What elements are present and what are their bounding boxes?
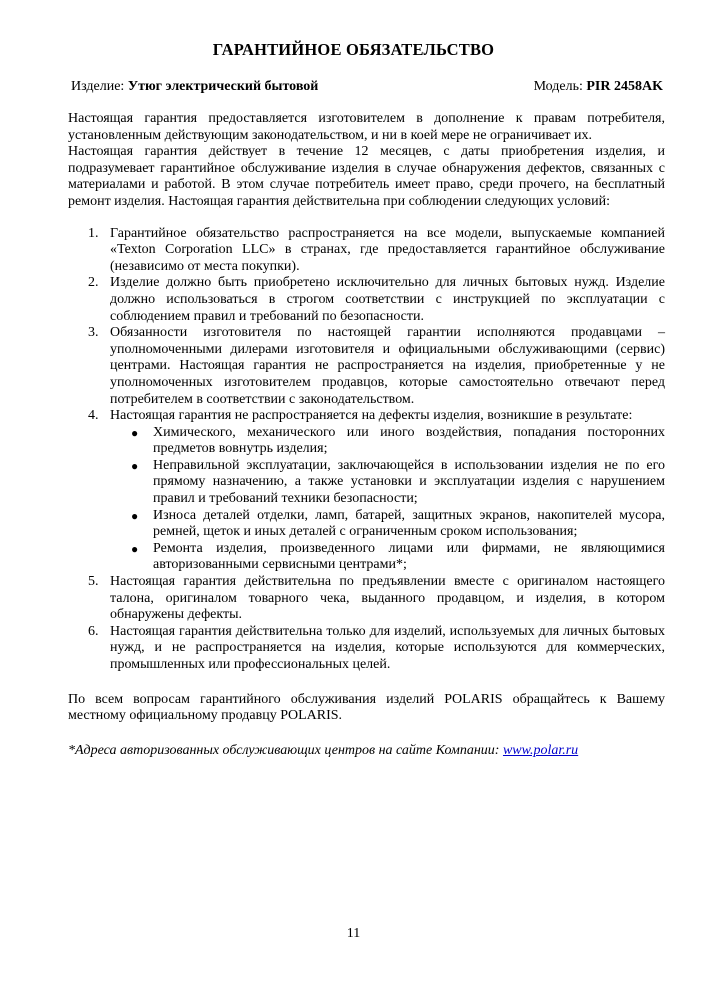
condition-item bbox=[68, 275, 665, 325]
intro-paragraph: Настоящая гарантия предоставляется изготовителем в дополнение к правам потребителя, установленным действующим законодательством, и ни в коей мере не ограничивает их. bbox=[68, 111, 665, 143]
condition-item bbox=[68, 408, 665, 574]
condition-text: Гарантийное обязательство распространяется на все модели, выпускаемые компанией «Texton Corporation LLC» в странах, где предоставляется гарантийное обслуживание (независимо от места покупки). bbox=[110, 225, 665, 274]
exclusion-text: Химического, механического или иного воздействия, попадания посторонних предметов вовнутрь изделия; bbox=[153, 424, 665, 457]
exclusion-text: Ремонта изделия, произведенного лицами или фирмами, не являющимися авторизованными сервисными центрами*; bbox=[153, 540, 665, 573]
condition-number: 2. bbox=[88, 275, 99, 291]
condition-text: Изделие должно быть приобретено исключительно для личных бытовых нужд. Изделие должно использоваться в строгом соответствии с инструкцией по эксплуатации с соблюдением правил и требований по безопасности. bbox=[110, 275, 665, 324]
exclusion-item bbox=[110, 541, 665, 574]
footnote bbox=[68, 743, 665, 760]
condition-number: 6. bbox=[88, 623, 99, 639]
intro-paragraph: Настоящая гарантия действует в течение 12 месяцев, с даты приобретения изделия, и подразумевает гарантийное обслуживание изделия в случае обнаружения дефектов, связанных с материалами и работой. В этом случае потребитель имеет право, среди прочего, на бесплатный ремонт изделия. Настоящая гарантия действительна при соблюдении следующих условий: bbox=[68, 144, 665, 209]
bullet-icon: ● bbox=[131, 541, 139, 556]
model-field bbox=[534, 79, 663, 95]
page-number: 11 bbox=[346, 926, 361, 941]
bullet-icon: ● bbox=[131, 458, 139, 473]
model-value: PIR 2458AK bbox=[586, 79, 663, 94]
bullet-icon: ● bbox=[131, 425, 139, 440]
exclusion-item bbox=[110, 508, 665, 541]
condition-text: Обязанности изготовителя по настоящей гарантии исполняются продавцами – уполномоченными дилерами изготовителя и официальными обслуживающими (сервис) центрами. Настоящая гарантия не распространяется на изделия, приобретенные у не уполномоченных изготовителем продавцов, которые самостоятельно отвечают перед потребителем в соответствии с законодательством. bbox=[110, 325, 665, 407]
condition-number: 5. bbox=[88, 574, 99, 590]
exclusions-list bbox=[110, 425, 665, 574]
exclusion-text: Износа деталей отделки, ламп, батарей, защитных экранов, накопителей мусора, ремней, щеток и иных деталей с ограниченным сроком использования; bbox=[153, 507, 665, 540]
product-label: Изделие: bbox=[71, 79, 125, 94]
contact-paragraph: По всем вопросам гарантийного обслуживания изделий POLARIS обращайтесь к Вашему местному официальному продавцу POLARIS. bbox=[68, 691, 665, 724]
exclusion-item bbox=[110, 458, 665, 508]
condition-text: Настоящая гарантия действительна по предъявлении вместе с оригиналом настоящего талона, оригиналом товарного чека, выданного продавцом, и изделия, в котором обнаружены дефекты. bbox=[110, 574, 665, 623]
condition-item bbox=[68, 574, 665, 624]
model-label: Модель: bbox=[533, 79, 583, 94]
page-title: ГАРАНТИЙНОЕ ОБЯЗАТЕЛЬСТВО bbox=[212, 40, 495, 59]
condition-text: Настоящая гарантия действительна только для изделий, используемых для личных бытовых нужд, и не распространяется на изделия, которые используются для коммерческих, промышленных или профессиональных целей. bbox=[110, 623, 665, 672]
document-body bbox=[68, 111, 665, 759]
condition-number: 3. bbox=[88, 325, 99, 341]
exclusion-text: Неправильной эксплуатации, заключающейся в использовании изделия не по его прямому назначению, а также установки и эксплуатации изделия с нарушением правил и требований техники безопасности; bbox=[153, 457, 665, 507]
product-info-row bbox=[71, 79, 663, 95]
condition-item bbox=[68, 624, 665, 674]
exclusion-item bbox=[110, 425, 665, 458]
website-link[interactable]: www.polar.ru bbox=[502, 742, 579, 758]
condition-item bbox=[68, 325, 665, 408]
product-field bbox=[71, 79, 318, 95]
footnote-text: *Адреса авторизованных обслуживающих центров на сайте Компании: bbox=[68, 742, 500, 758]
condition-text: Настоящая гарантия не распространяется на дефекты изделия, возникшие в результате: bbox=[110, 408, 633, 424]
condition-number: 4. bbox=[88, 408, 99, 424]
condition-number: 1. bbox=[88, 225, 99, 241]
condition-item bbox=[68, 226, 665, 276]
conditions-list bbox=[68, 226, 665, 674]
product-value: Утюг электрический бытовой bbox=[127, 79, 319, 94]
bullet-icon: ● bbox=[131, 508, 139, 523]
